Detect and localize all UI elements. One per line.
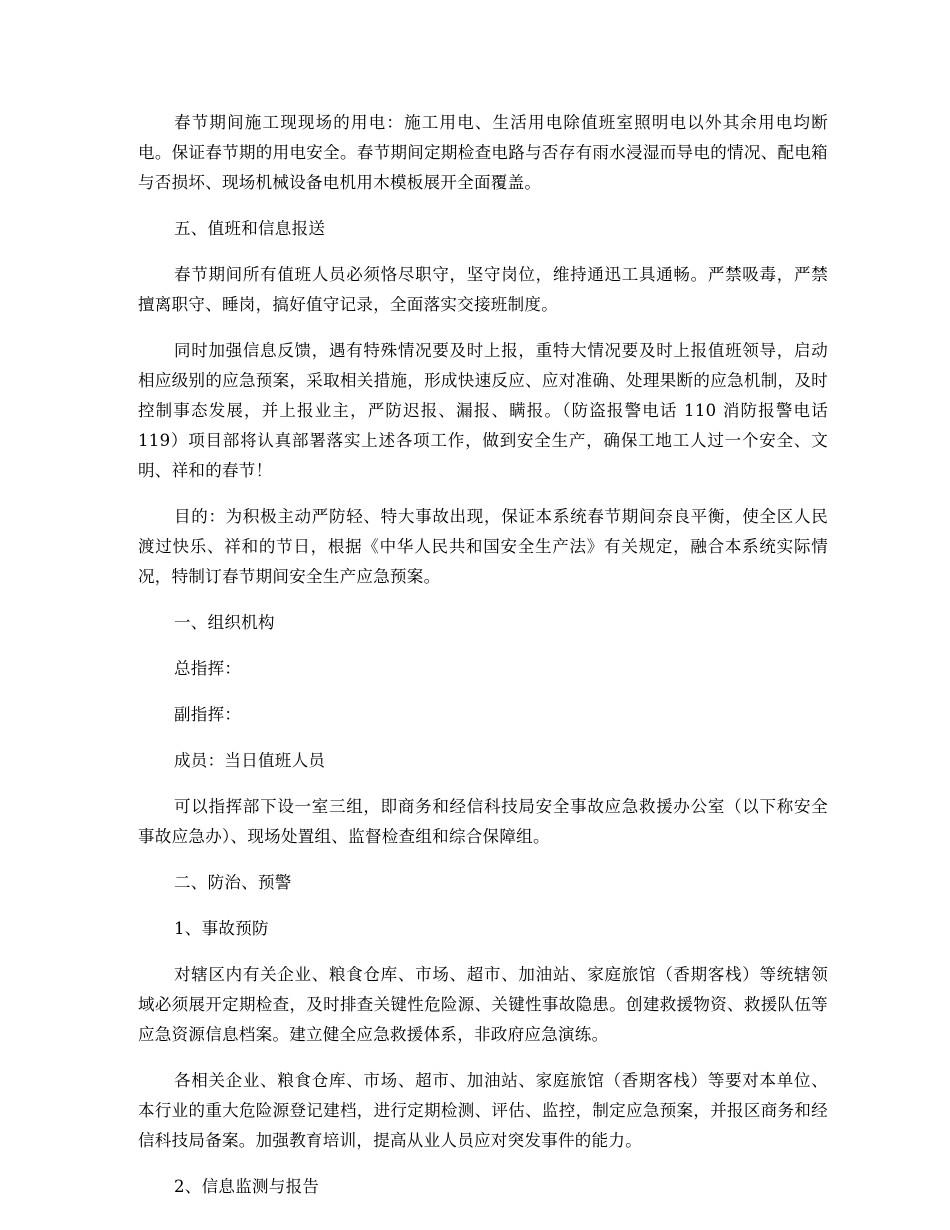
- paragraph-hazard-registration: 各相关企业、粮食仓库、市场、超市、加油站、家庭旅馆（香期客栈）等要对本单位、本行业的重大危险源登记建档，进行定期检测、评估、监控，制定应急预案，并报区商务和经信科技局备案。加强教育培训，提高从业人员应对突发事件的能力。: [138, 1071, 828, 1150]
- paragraph-info-feedback: 同时加强信息反馈，遇有特殊情况要及时上报，重特大情况要及时上报值班领导，启动相应级别的应急预案，采取相关措施，形成快速反应、应对准确、处理果断的应急机制，及时控制事态发展，并上报业主，严防迟报、漏报、瞒报。（防盗报警电话 110 消防报警电话 119）项目部将认真部署落实上述各项工作，做到安全生产，确保工地工人过一个安全、文明、祥和的春节！: [138, 341, 828, 480]
- paragraph-command-structure: 可以指挥部下设一室三组，即商务和经信科技局安全事故应急救援办公室（以下称安全事故应急办）、现场处置组、监督检查组和综合保障组。: [138, 797, 828, 846]
- paragraph-inspection: 对辖区内有关企业、粮食仓库、市场、超市、加油站、家庭旅馆（香期客栈）等统辖领域必须展开定期检查，及时排查关键性危险源、关键性事故隐患。创建救援物资、救援队伍等应急资源信息档案。建立健全应急救援体系，非政府应急演练。: [138, 965, 828, 1044]
- paragraph-commander: 总指挥：: [174, 659, 242, 678]
- paragraph-purpose: 目的：为积极主动严防轻、特大事故出现，保证本系统春节期间奈良平衡，使全区人民渡过快乐、祥和的节日，根据《中华人民共和国安全生产法》有关规定，融合本系统实际情况，特制订春节期间安全生产应急预案。: [138, 507, 828, 586]
- paragraph-members: 成员：当日值班人员: [174, 751, 326, 770]
- document-body: [138, 108, 828, 1218]
- section-heading-organization: 一、组织机构: [174, 613, 275, 632]
- section-heading-prevention-warning: 二、防治、预警: [174, 873, 292, 892]
- paragraph-electricity-safety: 春节期间施工现现场的用电：施工用电、生活用电除值班室照明电以外其余用电均断电。保证春节期的用电安全。春节期间定期检查电路与否存有雨水浸湿而导电的情况、配电箱与否损坏、现场机械设备电机用木模板展开全面覆盖。: [138, 113, 828, 192]
- subsection-heading-accident-prevention: 1、事故预防: [174, 919, 269, 938]
- subsection-heading-monitoring-reporting: 2、信息监测与报告: [174, 1177, 320, 1196]
- section-heading-duty-reporting: 五、值班和信息报送: [174, 219, 326, 238]
- paragraph-duty-staff: 春节期间所有值班人员必须恪尽职守，坚守岗位，维持通迅工具通畅。严禁吸毒，严禁擅离职守、睡岗，搞好值守记录，全面落实交接班制度。: [138, 265, 828, 314]
- paragraph-deputy-commander: 副指挥：: [174, 705, 242, 724]
